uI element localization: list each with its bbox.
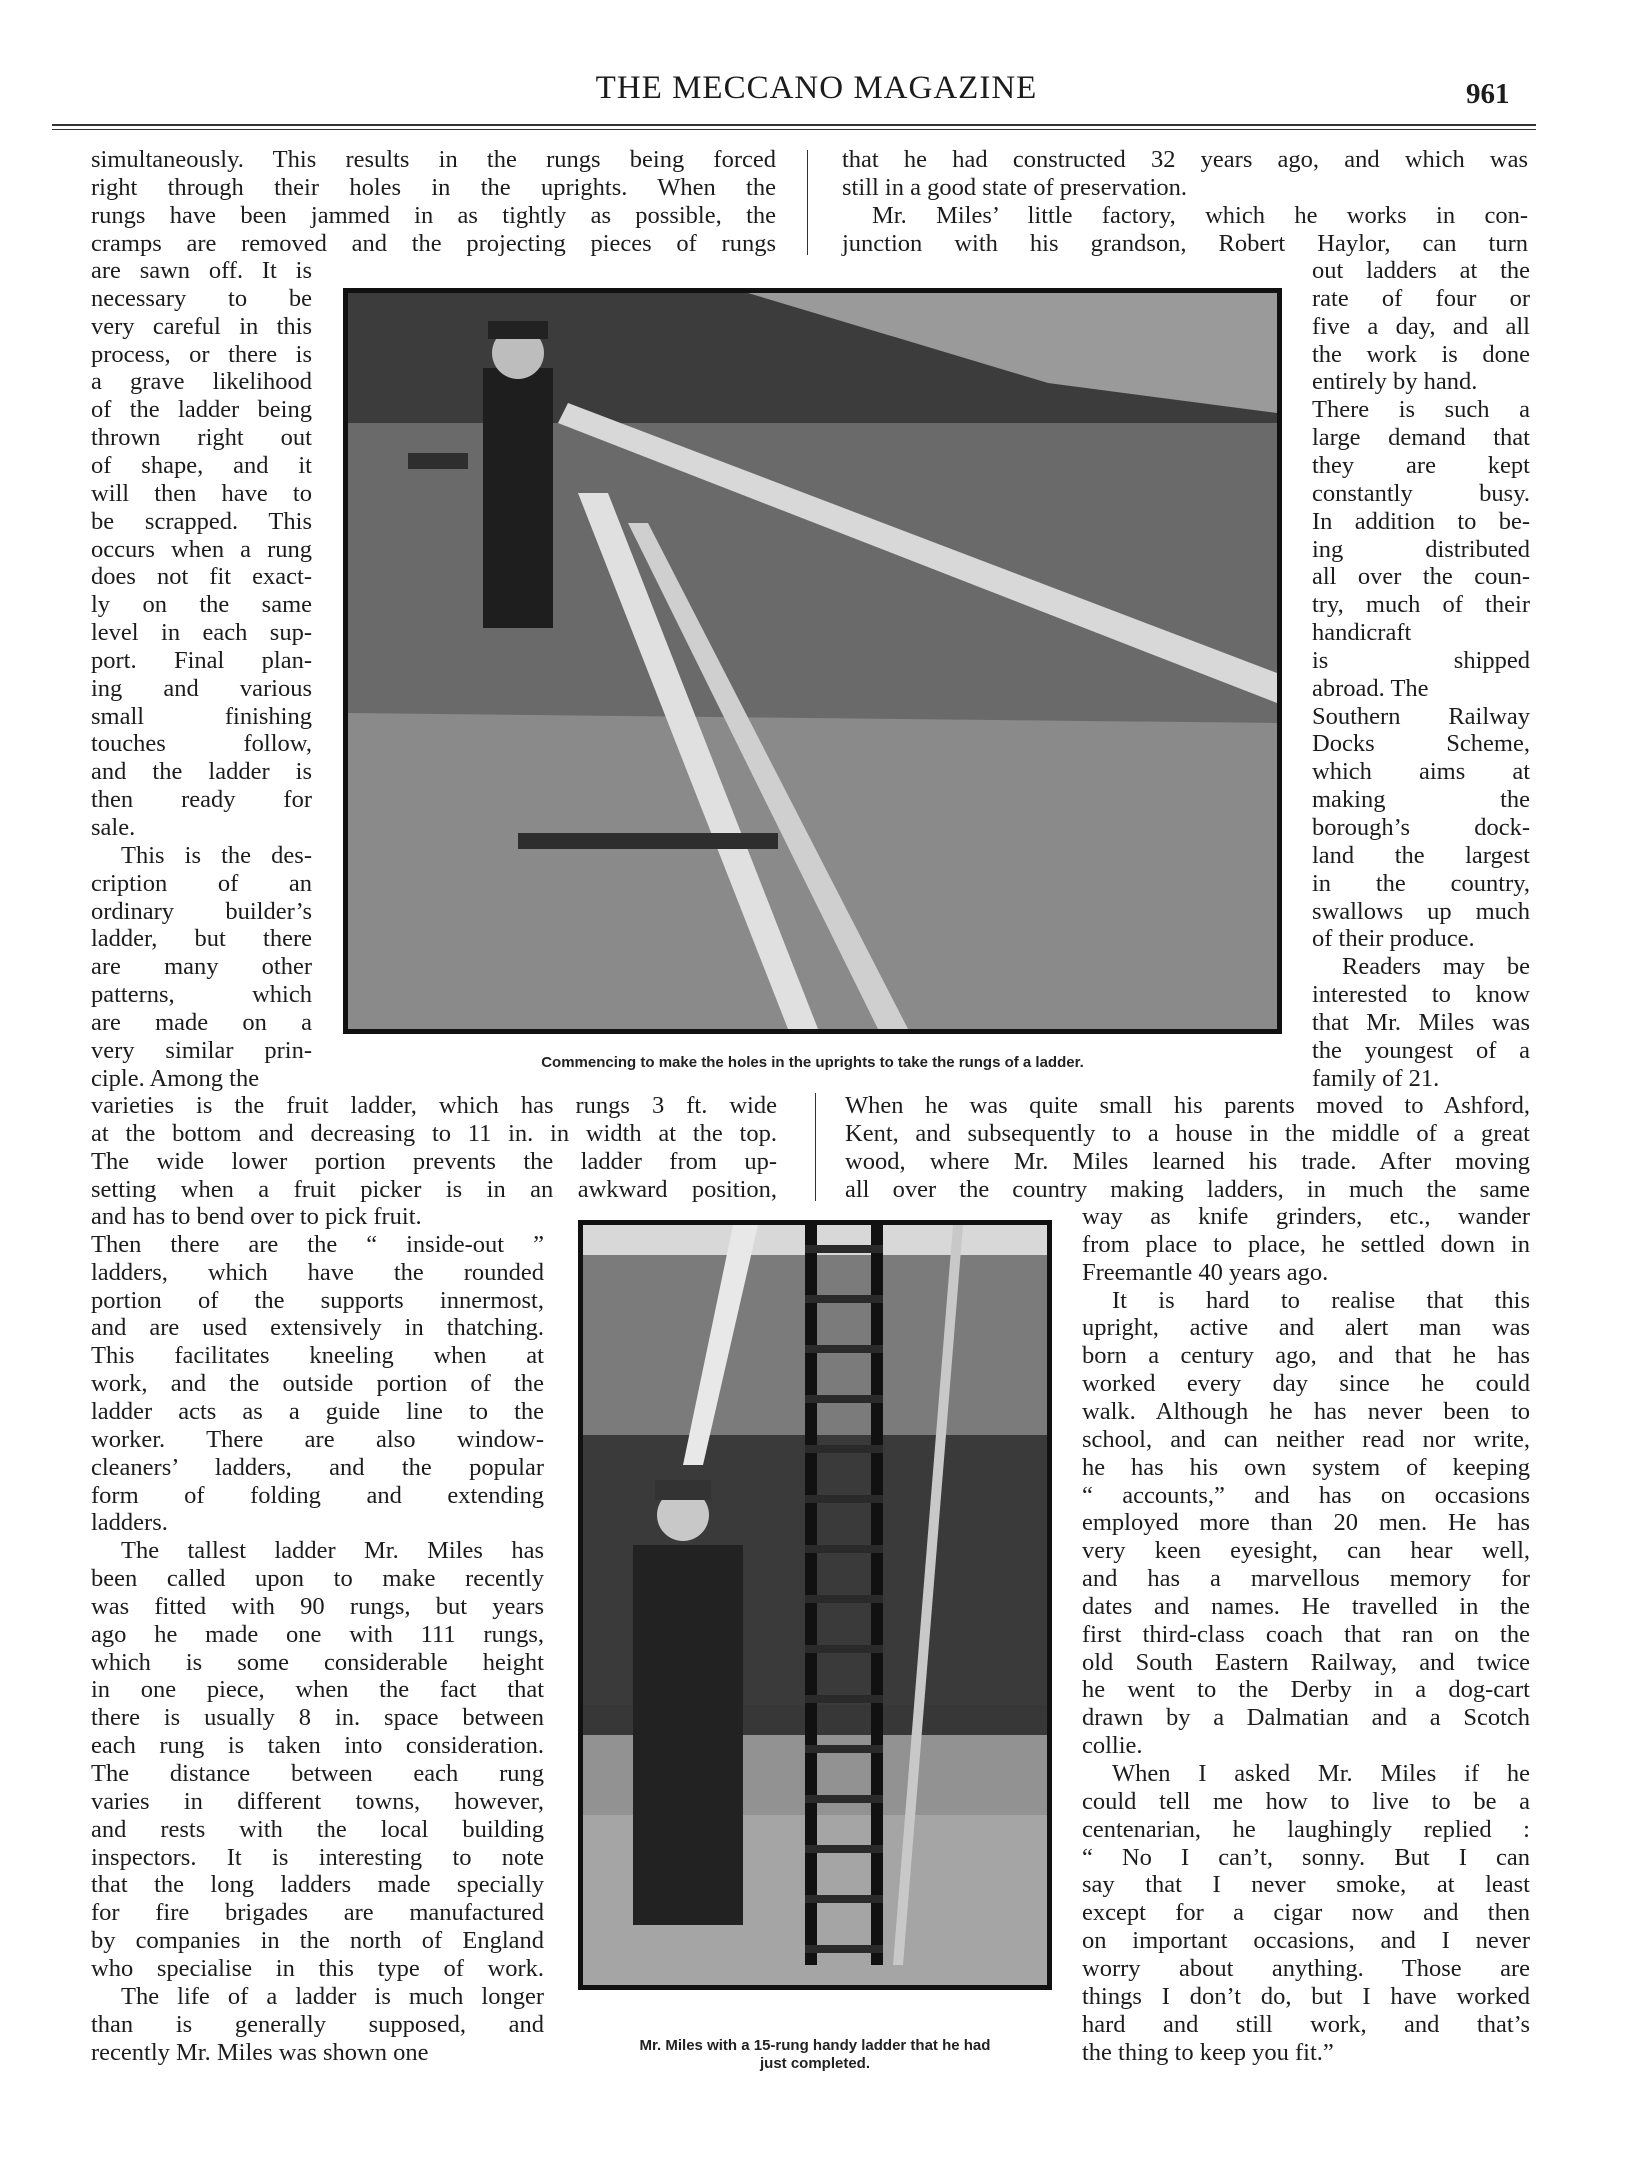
text-line: could tell me how to live to be a	[1082, 1787, 1530, 1815]
text-line: very keen eyesight, can hear well,	[1082, 1537, 1530, 1565]
text-line: he went to the Derby in a dog-cart	[1082, 1676, 1530, 1704]
photo-mr-miles-with-ladder-image	[583, 1225, 1047, 1985]
text-line: upright, active and alert man was	[1082, 1314, 1530, 1342]
text-line: employed more than 20 men. He has	[1082, 1509, 1530, 1537]
text-line: will then have to	[91, 479, 312, 507]
text-line: try, much of their	[1312, 591, 1530, 619]
text-line: the thing to keep you fit.”	[1082, 2038, 1334, 2066]
text-line: very careful in this	[91, 312, 312, 340]
photo-mr-miles-with-ladder	[578, 1220, 1052, 1990]
text-line: there is usually 8 in. space between	[91, 1704, 544, 1732]
text-line: that the long ladders made specially	[91, 1871, 544, 1899]
text-line: collie.	[1082, 1732, 1143, 1760]
text-line: and the ladder is	[91, 758, 312, 786]
text-line: occurs when a rung	[91, 535, 312, 563]
text-line: they are kept	[1312, 451, 1530, 479]
text-line: necessary to be	[91, 284, 312, 312]
text-line: say that I never smoke, at least	[1082, 1871, 1530, 1899]
text-line: land the largest	[1312, 841, 1530, 869]
text-line: cramps are removed and the projecting pieces of rungs	[91, 229, 776, 257]
magazine-title: THE MECCANO MAGAZINE	[595, 70, 1038, 106]
text-line: Kent, and subsequently to a house in the middle of a great	[845, 1119, 1530, 1147]
text-line: worker. There are also window-	[91, 1425, 544, 1453]
photo-ladder-making-caption: Commencing to make the holes in the uprights to take the rungs of a ladder.	[541, 1054, 1084, 1071]
text-line: still in a good state of preservation.	[842, 173, 1187, 201]
text-line: interested to know	[1312, 981, 1530, 1009]
text-line: entirely by hand.	[1312, 368, 1478, 396]
text-line: handicraft	[1312, 619, 1412, 647]
text-line: There is such a	[1312, 396, 1530, 424]
text-line: In addition to be-	[1312, 507, 1530, 535]
text-line: The wide lower portion prevents the ladder from up-	[91, 1147, 777, 1175]
column-divider-mid	[815, 1093, 816, 1201]
text-line: thrown right out	[91, 424, 312, 452]
text-line: who specialise in this type of work.	[91, 1954, 544, 1982]
text-line: setting when a fruit picker is in an awkward position,	[91, 1175, 777, 1203]
text-line: and has a marvellous memory for	[1082, 1565, 1530, 1593]
text-line: in the country,	[1312, 869, 1530, 897]
text-line: does not fit exact-	[91, 563, 312, 591]
text-line: Mr. Miles’ little factory, which he works in con-	[872, 201, 1528, 229]
text-line: of their produce.	[1312, 925, 1475, 953]
text-line: Docks Scheme,	[1312, 730, 1530, 758]
text-line: Freemantle 40 years ago.	[1082, 1258, 1329, 1286]
text-line: The tallest ladder Mr. Miles has	[121, 1537, 544, 1565]
text-line: The life of a ladder is much longer	[121, 1982, 544, 2010]
text-line: are many other	[91, 953, 312, 981]
text-line: The distance between each rung	[91, 1760, 544, 1787]
text-line: ly on the same	[91, 591, 312, 619]
text-line: This facilitates kneeling when at	[91, 1342, 544, 1370]
text-line: abroad. The	[1312, 674, 1429, 702]
text-line: junction with his grandson, Robert Haylor, can turn	[842, 229, 1528, 257]
text-line: on important occasions, and I never	[1082, 1927, 1530, 1955]
text-line: varies in different towns, however,	[91, 1787, 544, 1815]
text-line: process, or there is	[91, 340, 312, 368]
text-line: borough’s dock-	[1312, 814, 1530, 841]
text-line: then ready for	[91, 786, 312, 814]
text-line: level in each sup-	[91, 619, 312, 647]
text-line: family of 21.	[1312, 1064, 1440, 1092]
text-line: first third-class coach that ran on the	[1082, 1620, 1530, 1648]
text-line: all over the coun-	[1312, 563, 1530, 591]
text-line: than is generally supposed, and	[91, 2010, 544, 2038]
text-line: which is some considerable height	[91, 1648, 544, 1676]
text-line: cription of an	[91, 869, 312, 897]
text-line: work, and the outside portion of the	[91, 1370, 544, 1398]
text-line: ing and various	[91, 674, 312, 702]
text-line: was fitted with 90 rungs, but years	[91, 1592, 544, 1620]
text-line: each rung is taken into consideration.	[91, 1732, 544, 1760]
text-line: When I asked Mr. Miles if he	[1112, 1760, 1530, 1787]
text-line: wood, where Mr. Miles learned his trade. After moving	[845, 1147, 1530, 1175]
text-line: ing distributed	[1312, 535, 1530, 563]
text-line: “ No I can’t, sonny. But I can	[1082, 1843, 1530, 1871]
text-line: all over the country making ladders, in much the same	[845, 1175, 1530, 1203]
text-line: cleaners’ ladders, and the popular	[91, 1453, 544, 1481]
text-line: he has his own system of keeping	[1082, 1453, 1530, 1481]
photo-ladder-making	[343, 288, 1282, 1034]
text-line: Then there are the “ inside-out ”	[91, 1230, 544, 1258]
text-line: swallows up much	[1312, 897, 1530, 925]
text-line: hard and still work, and that’s	[1082, 2010, 1530, 2038]
text-line: constantly busy.	[1312, 479, 1530, 507]
text-line: small finishing	[91, 702, 312, 730]
text-line: drawn by a Dalmatian and a Scotch	[1082, 1704, 1530, 1732]
text-line: ciple. Among the	[91, 1064, 260, 1092]
text-line: ordinary builder’s	[91, 897, 312, 925]
text-line: that Mr. Miles was	[1312, 1008, 1530, 1036]
text-line: This is the des-	[121, 841, 312, 869]
text-line: of shape, and it	[91, 451, 312, 479]
text-line: for fire brigades are manufactured	[91, 1899, 544, 1927]
text-line: very similar prin-	[91, 1036, 312, 1064]
text-line: ladders.	[91, 1509, 168, 1537]
text-line: which aims at	[1312, 758, 1530, 786]
text-line: things I don’t do, but I have worked	[1082, 1982, 1530, 2010]
text-line: ago he made one with 111 rungs,	[91, 1620, 544, 1648]
text-line: at the bottom and decreasing to 11 in. in width at the top.	[91, 1119, 777, 1147]
text-line: of the ladder being	[91, 396, 312, 424]
text-line: school, and can neither read nor write,	[1082, 1425, 1530, 1453]
text-line: old South Eastern Railway, and twice	[1082, 1648, 1530, 1676]
text-line: is shipped	[1312, 646, 1530, 674]
text-line: way as knife grinders, etc., wander	[1082, 1203, 1530, 1230]
text-line: the work is done	[1312, 340, 1530, 368]
header-rule-thin	[52, 129, 1536, 130]
page-number: 961	[1466, 78, 1510, 110]
text-line: rate of four or	[1312, 284, 1530, 312]
text-line: been called upon to make recently	[91, 1565, 544, 1593]
text-line: portion of the supports innermost,	[91, 1286, 544, 1314]
text-line: port. Final plan-	[91, 646, 312, 674]
text-line: the youngest of a	[1312, 1036, 1530, 1064]
text-line: right through their holes in the uprights. When the	[91, 173, 776, 201]
text-line: in one piece, when the fact that	[91, 1676, 544, 1704]
text-line: centenarian, he laughingly replied :	[1082, 1815, 1530, 1843]
text-line: worked every day since he could	[1082, 1370, 1530, 1398]
text-line: Readers may be	[1342, 953, 1530, 981]
text-line: and are used extensively in thatching.	[91, 1314, 544, 1342]
text-line: form of folding and extending	[91, 1481, 544, 1509]
text-line: “ accounts,” and has on occasions	[1082, 1481, 1530, 1509]
text-line: worry about anything. Those are	[1082, 1954, 1530, 1982]
text-line: ladder, but there	[91, 925, 312, 953]
text-line: are sawn off. It is	[91, 257, 312, 284]
text-line: making the	[1312, 786, 1530, 814]
text-line: recently Mr. Miles was shown one	[91, 2038, 429, 2066]
text-line: ladder acts as a guide line to the	[91, 1397, 544, 1425]
photo-mr-miles-caption-line-2: just completed.	[759, 2055, 871, 2072]
text-line: patterns, which	[91, 981, 312, 1009]
text-line: ladders, which have the rounded	[91, 1258, 544, 1286]
text-line: dates and names. He travelled in the	[1082, 1592, 1530, 1620]
text-line: except for a cigar now and then	[1082, 1899, 1530, 1927]
text-line: large demand that	[1312, 424, 1530, 452]
text-line: inspectors. It is interesting to note	[91, 1843, 544, 1871]
photo-ladder-making-image	[348, 293, 1277, 1029]
text-line: are made on a	[91, 1008, 312, 1036]
text-line: touches follow,	[91, 730, 312, 758]
text-line: that he had constructed 32 years ago, and which was	[842, 146, 1528, 173]
photo-mr-miles-caption-line-1: Mr. Miles with a 15-rung handy ladder that he had	[639, 2037, 991, 2054]
column-divider-top	[807, 150, 808, 255]
text-line: When he was quite small his parents moved to Ashford,	[845, 1092, 1530, 1119]
text-line: out ladders at the	[1312, 257, 1530, 284]
text-line: born a century ago, and that he has	[1082, 1342, 1530, 1370]
text-line: sale.	[91, 814, 136, 841]
text-line: walk. Although he has never been to	[1082, 1397, 1530, 1425]
text-line: rungs have been jammed in as tightly as possible, the	[91, 201, 776, 229]
text-line: by companies in the north of England	[91, 1927, 544, 1955]
text-line: a grave likelihood	[91, 368, 312, 396]
text-line: from place to place, he settled down in	[1082, 1230, 1530, 1258]
text-line: simultaneously. This results in the rungs being forced	[91, 146, 776, 173]
text-line: Southern Railway	[1312, 702, 1530, 730]
text-line: and has to bend over to pick fruit.	[91, 1203, 422, 1230]
text-line: varieties is the fruit ladder, which has rungs 3 ft. wide	[91, 1092, 777, 1119]
text-line: five a day, and all	[1312, 312, 1530, 340]
text-line: and rests with the local building	[91, 1815, 544, 1843]
text-line: be scrapped. This	[91, 507, 312, 535]
header-rule	[52, 124, 1536, 126]
text-line: It is hard to realise that this	[1112, 1286, 1530, 1314]
